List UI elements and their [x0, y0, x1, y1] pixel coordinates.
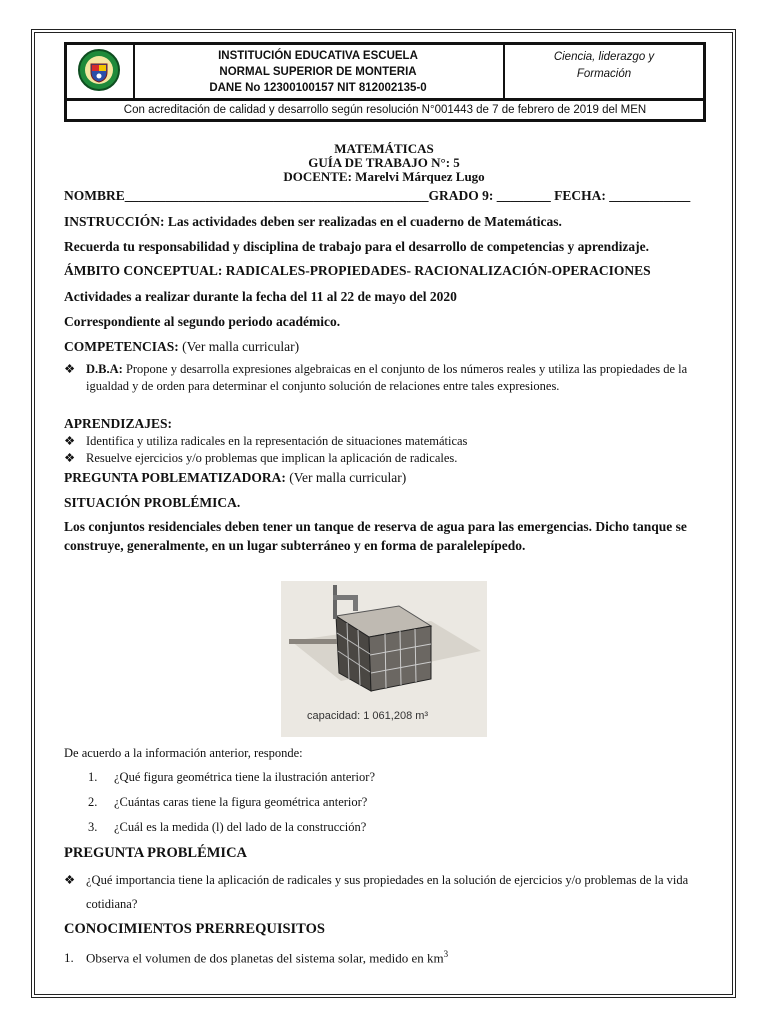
dba-label: D.B.A:: [86, 362, 123, 376]
bullet-diamond-icon: ❖: [64, 873, 76, 887]
teacher-title: DOCENTE: Marelvi Márquez Lugo: [283, 169, 485, 184]
institution-line-1: INSTITUCIÓN EDUCATIVA ESCUELA: [218, 50, 418, 62]
question-item: [88, 819, 366, 836]
pregunta-poblematizadora-line: [64, 469, 406, 486]
pregunta-poblematizadora-value: (Ver malla curricular): [285, 470, 407, 485]
competencias-line: [64, 338, 299, 355]
reminder-text: Recuerda tu responsabilidad y disciplina de trabajo para el desarrollo de competencias y aprendizaje.: [64, 239, 650, 254]
institution-line-2: NORMAL SUPERIOR DE MONTERIA: [219, 66, 417, 78]
conceptual-scope: ÁMBITO CONCEPTUAL: RADICALES-PROPIEDADES- RACIONALIZACIÓN-OPERACIONES: [64, 263, 651, 278]
motto-line-1: Ciencia, liderazgo y: [553, 51, 655, 63]
name-grade-date-line: NOMBRE_____________________________________________GRADO 9: ________ FECHA: ____________: [64, 188, 691, 203]
dba-description: Propone y desarrolla expresiones algebraicas en el conjunto de los números reales y utiliza las propiedades de la igualdad y de orden para determinar el conjunto solución de relaciones entre tales expresiones.: [86, 362, 688, 393]
aprendizajes-label: APRENDIZAJES:: [64, 416, 173, 431]
bullet-diamond-icon: ❖: [64, 434, 76, 448]
header-row: [67, 45, 703, 101]
conocimientos-superscript: 3: [443, 949, 449, 959]
aprendizaje-text: Identifica y utiliza radicales en la representación de situaciones matemáticas: [86, 434, 468, 448]
pregunta-poblematizadora-label: PREGUNTA POBLEMATIZADORA:: [64, 470, 286, 485]
question-number: 1.: [88, 770, 98, 784]
school-seal-icon: [77, 48, 121, 92]
institution-line-3: DANE No 12300100157 NIT 812002135-0: [209, 82, 427, 94]
institution-name: [133, 45, 505, 98]
accreditation-text: Con acreditación de calidad y desarrollo según resolución N°001443 de 7 de febrero de 2019 del MEN: [123, 104, 647, 116]
competencias-label: COMPETENCIAS:: [64, 339, 179, 354]
header-table: [64, 42, 706, 122]
situacion-text: Los conjuntos residenciales deben tener un tanque de reserva de agua para las emergencias. Dicho tanque se construye, generalmente, en un lugar subterráneo y en forma de paralelepípedo.: [64, 519, 687, 553]
question-item: [88, 794, 367, 811]
conocimientos-text: Observa el volumen de dos planetas del sistema solar, medido en km: [86, 950, 444, 966]
subject-title: MATEMÁTICAS: [334, 141, 434, 156]
competencias-value: (Ver malla curricular): [178, 339, 300, 354]
question-text: ¿Qué figura geométrica tiene la ilustración anterior?: [114, 770, 375, 784]
question-item: [88, 769, 375, 786]
question-number: 2.: [88, 795, 98, 809]
instruction-text: INSTRUCCIÓN: Las actividades deben ser realizadas en el cuaderno de Matemáticas.: [64, 214, 562, 229]
conocimientos-item: [64, 946, 448, 966]
bullet-diamond-icon: ❖: [64, 451, 76, 465]
questions-intro: De acuerdo a la información anterior, responde:: [64, 746, 303, 760]
dba-text: [86, 361, 714, 395]
motto-line-2: Formación: [576, 68, 632, 80]
activity-dates: Actividades a realizar durante la fecha del 11 al 22 de mayo del 2020: [64, 289, 457, 304]
capacity-caption: capacidad: 1 061,208 m³: [307, 710, 429, 722]
water-tank-illustration: [281, 581, 487, 737]
pregunta-problemica-text: ¿Qué importancia tiene la aplicación de radicales y sus propiedades en la solución de ejercicios y/o problemas de la vida cotidiana?: [86, 873, 689, 911]
logo-cell: [67, 45, 135, 98]
question-text: ¿Cuántas caras tiene la figura geométrica anterior?: [114, 795, 368, 809]
pregunta-problemica-label: PREGUNTA PROBLÉMICA: [64, 845, 248, 861]
question-text: ¿Cuál es la medida (l) del lado de la construcción?: [114, 820, 367, 834]
aprendizaje-text: Resuelve ejercicios y/o problemas que implican la aplicación de radicales.: [86, 451, 458, 465]
conocimientos-number: 1.: [64, 950, 74, 966]
bullet-diamond-icon: ❖: [64, 362, 76, 376]
situacion-label: SITUACIÓN PROBLÉMICA.: [64, 495, 241, 510]
guide-title: GUÍA DE TRABAJO N°: 5: [308, 155, 460, 170]
academic-period: Correspondiente al segundo periodo académico.: [64, 314, 341, 329]
question-number: 3.: [88, 820, 98, 834]
conocimientos-label: CONOCIMIENTOS PRERREQUISITOS: [64, 921, 325, 937]
motto: [505, 45, 703, 98]
